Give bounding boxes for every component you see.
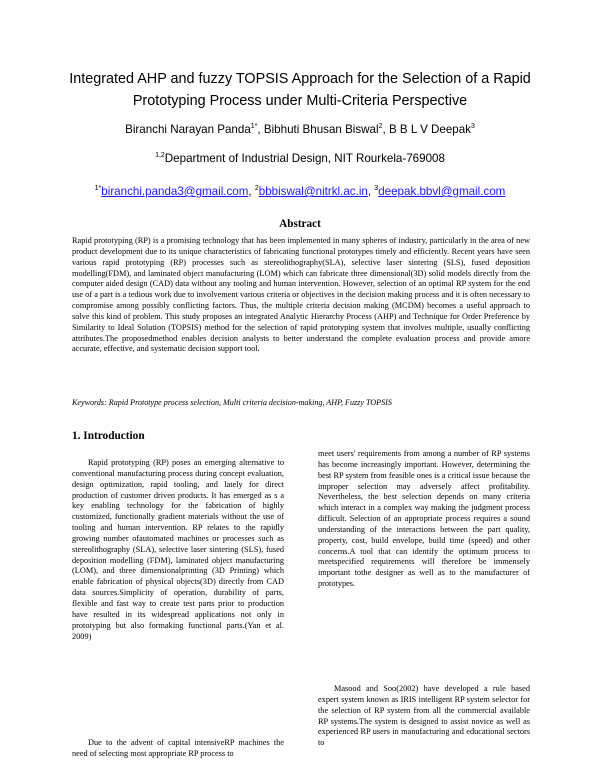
abstract-body: Rapid prototyping (RP) is a promising technology that has been implemented in many spheres of industry, particularly in the area of new product development due to its unique characteristics of fabricating functional prototypes timely and efficiently. Recent years have seen various rapid prototyping (RP) processes such as stereolithography(SLA), selective laser sintering (SLS), fused deposition modelling(FDM), and laminated object manufacturing (LOM) which can fabricate three dimensional(3D) solid models directly from the computer aided design (CAD) data without any tooling and human intervention. However, selection of an optimal RP system for the end use of a part is a tedious work due to involvement various criteria or objectives in the decision making process and it is often necessary to compromise among possibly conflicting factors. Thus, the multiple criteria decision making (MCDM) becomes a useful approach to solve this kind of problem. This study proposes an integrated Analytic Hierarchy Process (AHP) and Technique for Order Preference by Similarity to Ideal Solution (TOPSIS) method for the selection of rapid prototyping system that involves multiple, usually conflicting attributes.The proposedmethod enables decision analysts to better understand the complete evaluation process and provide amore accurate, effective, and systematic decision support tool. [72,236,530,354]
author-3: B B L V Deepak [388,123,471,136]
author-list: Biranchi Narayan Panda$^{1*}$, Bibhuti Bhusan Biswal$^2$, B B L V Deepak$^3$ [125,123,475,136]
abstract-heading: Abstract [279,218,321,230]
affiliation-marker: 1,2 [155,152,165,160]
intro-col1-paragraph-2: Due to the advent of capital intensiveRP machines the need of selecting most appropriate RP process to [72,738,284,758]
author-2-marker: 2 [378,123,383,131]
title-line-1: Integrated AHP and fuzzy TOPSIS Approach for the Selection of a Rapid [69,71,531,87]
intro-col1-paragraph-1: Rapid prototyping (RP) poses an emerging alternative to conventional manufacturing process during concept evaluation, design optimization, rapid tooling, and lately for direct production of customer driven products. It has emerged as s a key enabling technology for the fabrication of highly customized, functionally gradient materials without the use of tooling and human intervention. RP relates to the rapidly growing number ofautomated machines or processes such as stereolithography (SLA), selective laser sintering (SLS), fused deposition modelling (FDM), laminated object manufacturing (LOM), and three dimensionalprinting (3D Printing) which enable fabrication of physical objects(3D) directly from CAD data sources.Simplicity of operation, durability of parts, flexible and fast way to create test parts prior to production have resulted in its widespread applications not only in prototyping but also formaking functional parts.(Yan et al. 2009) [72,458,284,641]
author-1: Biranchi Narayan Panda [125,123,251,136]
paper-title [40,68,560,112]
keywords: Keywords: Rapid Prototype process selection, Multi criteria decision-making, AHP, Fuzzy TOPSIS [72,398,392,407]
email-3-marker: 3 [374,185,379,193]
title-line-2: Prototyping Process under Multi-Criteria Perspective [132,93,468,109]
email-list: $^{1*}$biranchi.panda3@gmail.com, $^2$bbbiswal@nitrkl.ac.in, $^3$deepak.bbvl@gmail.com [94,185,506,198]
section-heading-introduction: 1. Introduction [72,430,145,442]
author-2: Bibhuti Bhusan Biswal [263,123,379,136]
email-1-marker: 1* [94,185,102,193]
email-2-link[interactable]: bbbiswal@nitrkl.ac.in [258,185,368,198]
intro-col2-paragraph-2: Masood and Soo(2002) have developed a rule based expert system known as IRIS intelligent RP system selector for the selection of RP system from all the commercial available RP systems.The system is designed to assist novice as well as experienced RP users in manufacturing and educational sectors to [318,684,530,748]
intro-col2-paragraph-1: meet users' requirements from among a number of RP systems has become increasingly important. However, determining the best RP system from feasible ones is a critical issue because the improper selection may adversely affect profitability. Nevertheless, the best selection depends on many criteria which interact in a complex way making the judgment process difficult. Selection of an appropriate process requires a sound understanding of the interactions between the part quality, property, cost, build envelope, build time (speed) and other concerns.A tool that can identify the optimum process to meetspecified requirements will therefore be immensely important tothe designer as well as to the manufacturer of prototypes. [318,449,530,589]
affiliation-text: Department of Industrial Design, NIT Rourkela-769008 [164,152,445,165]
author-3-marker: 3 [471,123,475,131]
email-1-link[interactable]: biranchi.panda3@gmail.com [101,185,249,198]
affiliation [40,151,560,167]
email-2-marker: 2 [254,185,259,193]
email-3-link[interactable]: deepak.bbvl@gmail.com [378,185,506,198]
author-1-marker: 1* [250,123,258,131]
